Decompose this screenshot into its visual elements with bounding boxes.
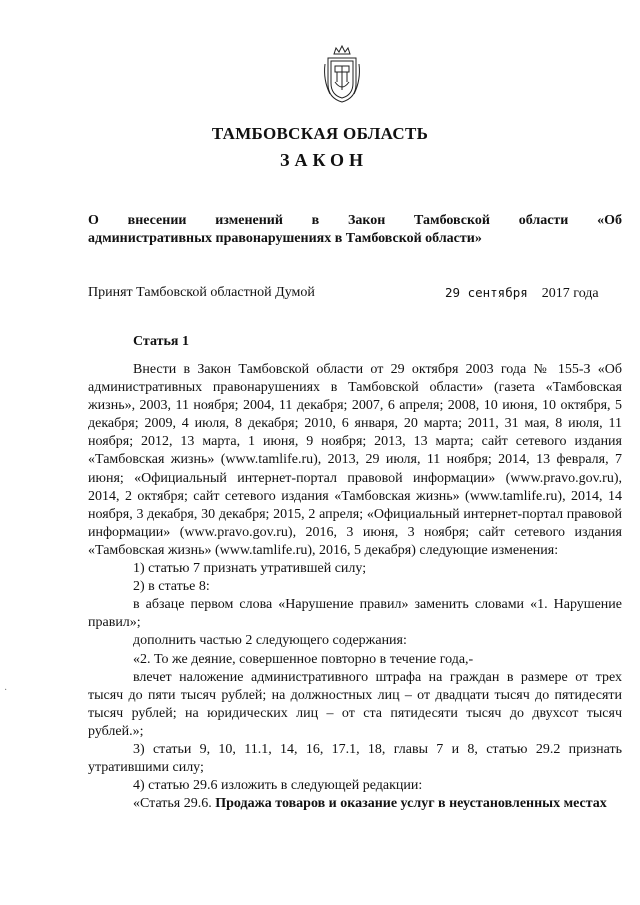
list-item: 1) статью 7 признать утратившей силу; [133,561,367,577]
list-item: дополнить частью 2 следующего содержания: [133,633,407,649]
list-item: в абзаце первом слова «Нарушение правил» заменить словами «1. Нарушение правил»; [88,597,622,631]
list-item: «2. То же деяние, совершенное повторно в течение года,- [133,651,474,667]
list-item [88,795,622,813]
article-intro: Внести в Закон Тамбовской области от 29 октября 2003 года № 155-З «Об административных правонарушениях в Тамбовской области» (газета «Тамбовская жизнь», 2003, 11 ноября; 2004, 11 декабря; 2007, 6 апреля; 2008, 10 июня, 10 октября, 5 декабря; 2009, 4 июля, 8 декабря; 2010, 6 января, 20 марта; 2011, 31 мая, 8 июля, 11 ноября; 2012, 13 марта, 1 июня, 9 ноября; 2013, 13 марта; сайт сетевого издания «Тамбовская жизнь» (www.tamlife.ru), 2013, 29 июля, 11 ноября; 2014, 13 февраля, 7 июня; «Официальный интернет-портал правовой информации» (www.pravo.gov.ru), 2014, 2 октября; сайт сетевого издания «Тамбовская жизнь» (www.tamlife.ru), 2014, 14 ноября, 3 декабря, 30 декабря; 2015, 2 апреля; «Официальный интернет-портал правовой информации» (www.pravo.gov.ru), 2016, 3 июня, 3 ноября; сайт сетевого издания «Тамбовская жизнь» (www.tamlife.ru), 2016, 5 декабря) следующие изменения: [88,362,622,558]
list-item: 4) статью 29.6 изложить в следующей редакции: [133,778,423,794]
list-item: 3) статьи 9, 10, 11.1, 14, 16, 17.1, 18, главы 7 и 8, статью 29.2 признать утратившими силу; [88,741,622,776]
law-subject-line-2: административных правонарушениях в Тамбовской области» [88,231,482,246]
list-item: влечет наложение административного штрафа на граждан в размере от трех тысяч до пяти тысяч рублей; на должностных лиц – от двадцати тысяч до пятидесяти тысяч рублей; на юридических лиц – от ста пятидесяти тысяч до двухсот тысяч рублей.»; [88,669,622,739]
article-29-6-prefix: «Статья 29.6. [133,796,212,812]
coat-of-arms-icon [322,44,362,106]
law-subject [88,212,622,248]
article-body [4,361,622,813]
adoption-day-month: 29 сентября [445,285,528,300]
region-heading: ТАМБОВСКАЯ ОБЛАСТЬ [211,124,429,143]
article-title: Статья 1 [133,334,189,349]
margin-mark: · [4,685,8,696]
adoption-date [445,284,599,303]
law-heading: ЗАКОН [279,150,369,170]
list-item: 2) в статье 8: [133,579,210,595]
law-subject-line-1: О внесении изменений в Закон Тамбовской области «Об [88,213,622,228]
adoption-year: 2017 года [541,286,599,301]
adoption-label: Принят Тамбовской областной Думой [88,285,315,300]
article-29-6-title: Продажа товаров и оказание услуг в неустановленных местах [215,796,607,812]
adoption-line [88,284,620,302]
